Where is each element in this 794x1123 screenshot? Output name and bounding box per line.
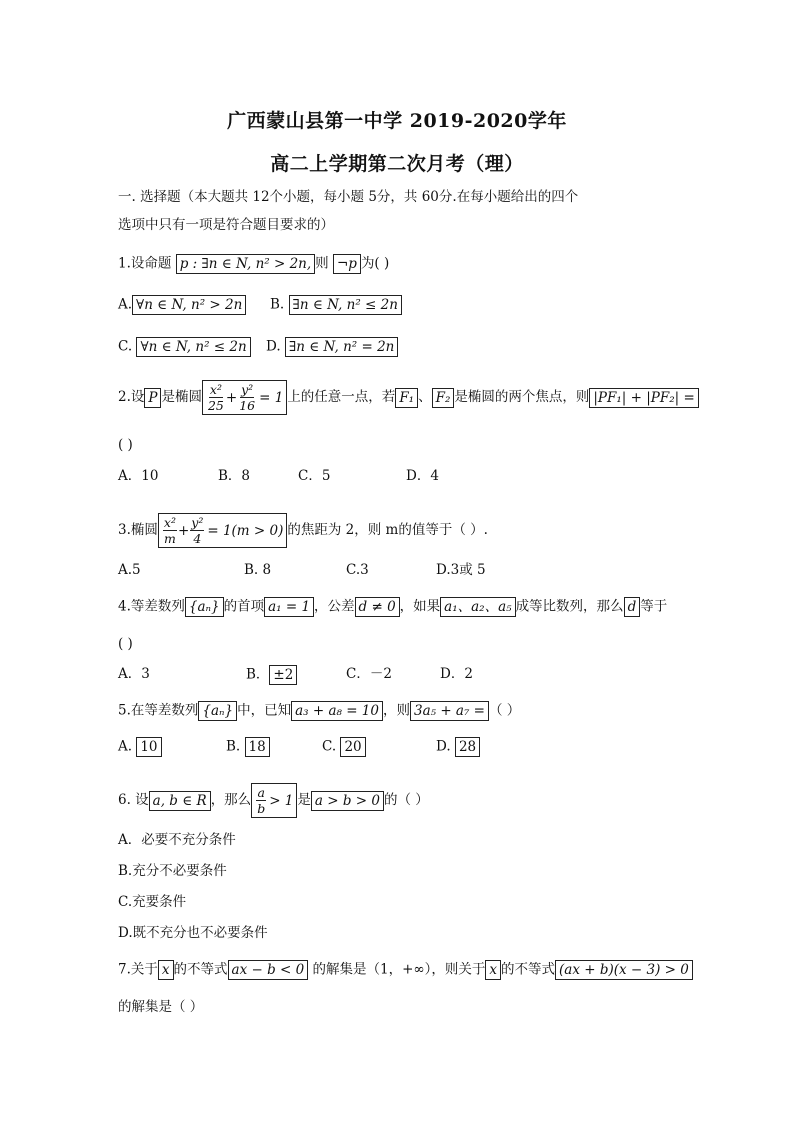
q5-b-label: B. (226, 738, 241, 755)
q2-stem-ellipse: 是椭圆 (161, 389, 202, 405)
q2-stem-mid: 上的任意一点，若 (287, 389, 396, 405)
q3-numerator-y: y² (191, 515, 204, 530)
q1-d-label: D. (266, 338, 281, 355)
q3-stem: 3.椭圆 (118, 522, 158, 538)
q3-stem-end: 的焦距为 2，则 m的值等于（ ）. (287, 522, 488, 538)
q7-stem: 7.关于 (118, 961, 158, 978)
q3-equals: = 1(m > 0) (207, 522, 284, 539)
page-subtitle: 高二上学期第二次月考（理） (270, 153, 524, 175)
q4-option-b (246, 665, 297, 685)
q6-stem-then: ，那么 (210, 792, 252, 808)
q1-negation: ¬p (333, 254, 361, 274)
section-heading: 一. 选择题（本大题共 12个小题，每小题 5分，共 60分.在每小题给出的四个 (118, 189, 579, 205)
q1-b-label: B. (270, 296, 285, 313)
q7-variable-x: x (158, 960, 174, 980)
q1-option-b (270, 295, 402, 315)
q3-ellipse-equation (158, 513, 287, 548)
q1-stem-mid: 则 (315, 255, 329, 272)
q2-plus: + (225, 389, 238, 406)
q3-denominator-x: m (163, 531, 176, 546)
q2-focus-2: F₂ (432, 388, 455, 408)
q1-option-d (266, 337, 398, 357)
q5-option-a (118, 737, 162, 757)
q4-option-a: A．3 (118, 666, 150, 682)
q5-a-label: A. (118, 738, 133, 755)
q2-answer-paren: ( ) (118, 437, 133, 453)
q2-option-c: C．5 (298, 468, 331, 484)
q3-fraction-x (163, 515, 177, 546)
q4-answer-paren: ( ) (118, 636, 133, 652)
q5-option-b (226, 737, 270, 757)
q3-plus: + (177, 522, 190, 539)
question-1 (118, 254, 389, 274)
q4-stem-difference: ，公差 (314, 598, 355, 615)
q2-fraction-y (238, 382, 256, 413)
q4-first-term: a₁ = 1 (264, 597, 314, 617)
q1-c-formula: ∀n ∈ N, n² ≤ 2n (136, 337, 250, 357)
q7-variable-x-2: x (485, 960, 501, 980)
q2-denominator-x: 25 (207, 398, 224, 413)
question-4 (118, 597, 667, 617)
q1-d-formula: ∃n ∈ N, n² = 2n (285, 337, 398, 357)
q5-c-label: C. (322, 738, 337, 755)
q2-equals: = 1 (259, 389, 284, 406)
q3-option-a: A.5 (118, 562, 141, 578)
q5-stem-given: 中，已知 (237, 702, 292, 719)
q4-common-difference: d ≠ 0 (355, 597, 400, 617)
q5-d-value: 28 (455, 737, 480, 757)
q5-d-label: D. (436, 738, 451, 755)
q4-stem-if: ，如果 (399, 598, 441, 615)
q5-option-c (322, 737, 366, 757)
q4-stem: 4.等差数列 (118, 598, 185, 615)
q2-stem: 2.设 (118, 389, 145, 405)
q6-numerator: a (257, 785, 265, 800)
question-5 (118, 701, 520, 721)
q4-terms: a₁、a₂、a₅ (440, 597, 515, 617)
q7-stem-inequality: 的不等式 (173, 961, 228, 978)
question-6 (118, 783, 429, 818)
q5-stem-end: （ ） (489, 702, 521, 719)
q6-greater-than: > 1 (269, 792, 294, 809)
question-3 (118, 513, 488, 548)
q6-stem: 6. 设 (118, 792, 149, 808)
q4-option-d: D．2 (440, 666, 473, 682)
q3-option-c: C.3 (346, 562, 369, 578)
q6-option-b: B.充分不必要条件 (118, 863, 227, 879)
q5-b-value: 18 (245, 737, 270, 757)
q5-stem-then: ，则 (382, 702, 410, 719)
q6-denominator: b (257, 801, 266, 816)
q7-stem-inequality-2: 的不等式 (501, 961, 556, 978)
q2-option-b: B．8 (218, 468, 251, 484)
q1-stem: 1.设命题 (118, 255, 172, 272)
q1-proposition: p : ∃n ∈ N, n² > 2n, (176, 254, 315, 274)
q1-b-formula: ∃n ∈ N, n² ≤ 2n (289, 295, 402, 315)
q6-stem-is: 是 (297, 792, 311, 808)
q4-option-c: C．－2 (346, 666, 392, 682)
q2-numerator-y: y² (241, 382, 254, 397)
q3-option-b: B. 8 (244, 562, 272, 578)
q1-stem-end: 为( ) (360, 255, 390, 272)
q2-option-d: D．4 (406, 468, 439, 484)
q2-focus-1: F₁ (395, 388, 418, 408)
q4-b-formula: ±2 (269, 665, 297, 685)
q6-option-a: A．必要不充分条件 (118, 832, 236, 848)
q7-inequality-2: (ax + b)(x − 3) > 0 (555, 960, 693, 980)
q1-a-formula: ∀n ∈ N, n² > 2n (132, 295, 246, 315)
q6-fraction (256, 785, 266, 816)
q4-b-label: B． (246, 666, 270, 683)
q3-fraction-y (190, 515, 204, 546)
q5-a-value: 10 (136, 737, 161, 757)
q2-separator: 、 (418, 389, 432, 405)
q5-c-value: 20 (340, 737, 365, 757)
q4-stem-end: 等于 (640, 598, 668, 615)
question-7 (118, 960, 693, 980)
q2-stem-end: 是椭圆的两个焦点，则 (454, 389, 590, 405)
q3-numerator-x: x² (163, 515, 176, 530)
q2-option-a: A．10 (118, 468, 159, 484)
q1-option-a (118, 295, 246, 315)
q4-stem-first-term: 的首项 (223, 598, 265, 615)
q5-sequence: {aₙ} (198, 701, 237, 721)
q6-stem-end: 的（ ） (383, 792, 429, 808)
question-2 (118, 380, 699, 415)
q7-stem-solution: 的解集是（1，+∞），则关于 (308, 961, 486, 978)
q6-ratio-condition (251, 783, 297, 818)
q6-set: a, b ∈ R (149, 791, 211, 811)
q6-condition: a > b > 0 (311, 791, 384, 811)
q2-numerator-x: x² (209, 382, 222, 397)
q5-given-equation: a₃ + a₈ = 10 (291, 701, 383, 721)
q7-inequality-1: ax − b < 0 (228, 960, 309, 980)
q2-fraction-x (207, 382, 225, 413)
q5-target-expression: 3a₅ + a₇ = (410, 701, 489, 721)
q7-stem-cont: 的解集是（ ） (118, 999, 204, 1015)
q6-option-d: D.既不充分也不必要条件 (118, 925, 268, 941)
q5-option-d (436, 737, 480, 757)
page-title: 广西蒙山县第一中学 2019-2020学年 (227, 110, 567, 132)
q1-a-label: A. (118, 296, 133, 313)
q3-option-d: D.3或 5 (436, 562, 486, 578)
q4-d-symbol: d (624, 597, 641, 617)
q4-stem-geometric: 成等比数列，那么 (515, 598, 624, 615)
q2-point: P (144, 388, 161, 408)
q2-ellipse-equation (202, 380, 287, 415)
q1-c-label: C. (118, 338, 133, 355)
q2-denominator-y: 16 (239, 398, 256, 413)
section-heading-cont: 选项中只有一项是符合题目要求的） (118, 217, 334, 233)
q6-option-c: C.充要条件 (118, 894, 187, 910)
q2-distance-sum: |PF₁| + |PF₂| = (589, 388, 698, 408)
q4-sequence: {aₙ} (185, 597, 224, 617)
q1-option-c (118, 337, 251, 357)
q5-stem: 5.在等差数列 (118, 702, 199, 719)
q3-denominator-y: 4 (193, 531, 202, 546)
